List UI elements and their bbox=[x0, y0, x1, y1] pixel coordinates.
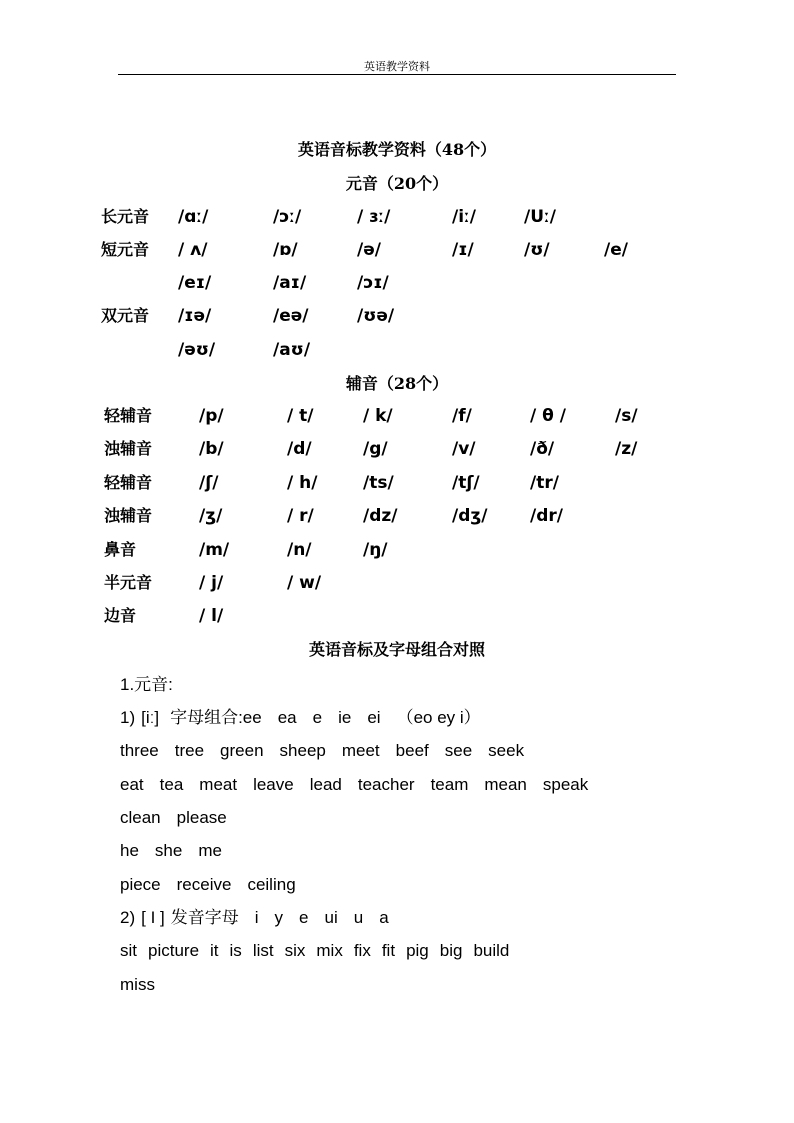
phonetic-symbol: /g/ bbox=[363, 439, 388, 459]
phonetic-symbol: /ɑː/ bbox=[178, 207, 209, 227]
row-label: 轻辅音 bbox=[104, 406, 153, 425]
phonetic-symbol: / ʌ/ bbox=[178, 240, 208, 260]
phonetic-symbol: /aʊ/ bbox=[273, 340, 311, 360]
vowels-title: 元音（20个） bbox=[345, 174, 449, 193]
comparison-title: 英语音标及字母组合对照 bbox=[308, 640, 485, 659]
example-word: clean bbox=[120, 808, 161, 827]
extra-combos: （eo ey i） bbox=[396, 708, 481, 727]
word-line bbox=[120, 839, 238, 863]
item-2-heading bbox=[120, 906, 405, 930]
sound-letter: a bbox=[379, 908, 389, 927]
phonetic: [iː] bbox=[141, 708, 160, 727]
consonants-title: 辅音（28个） bbox=[345, 374, 449, 393]
phonetic-symbol: /dz/ bbox=[363, 506, 398, 526]
combo-label: 字母组合:ee bbox=[170, 708, 262, 727]
word-line bbox=[120, 973, 171, 997]
example-word: meet bbox=[341, 741, 380, 760]
row-label: 轻辅音 bbox=[104, 473, 153, 492]
example-word: six bbox=[284, 941, 306, 960]
consonant-row bbox=[0, 604, 794, 628]
example-word: teacher bbox=[357, 775, 415, 794]
example-word: miss bbox=[120, 975, 155, 994]
phonetic-symbol: /m/ bbox=[199, 540, 230, 560]
letter-combo: ea bbox=[277, 708, 297, 727]
example-word: beef bbox=[395, 741, 429, 760]
example-word: list bbox=[252, 941, 274, 960]
combo-label: 发音字母 bbox=[170, 908, 239, 927]
phonetic-symbol: /z/ bbox=[615, 439, 638, 459]
example-word: mix bbox=[316, 941, 343, 960]
example-word: seek bbox=[488, 741, 525, 760]
row-label: 半元音 bbox=[104, 573, 153, 592]
example-word: tree bbox=[174, 741, 205, 760]
example-word: receive bbox=[176, 875, 232, 894]
phonetic-symbol: / j/ bbox=[199, 573, 224, 593]
word-line bbox=[120, 773, 604, 797]
vowel-row-diphthong-b bbox=[0, 304, 794, 328]
phonetic-symbol: /tr/ bbox=[530, 473, 559, 493]
letter-combo: ie bbox=[338, 708, 352, 727]
example-word: big bbox=[439, 941, 463, 960]
phonetic-symbol: /ŋ/ bbox=[363, 540, 388, 560]
phonetic-symbol: /ʃ/ bbox=[199, 473, 219, 493]
phonetic-symbol: /n/ bbox=[287, 540, 312, 560]
example-word: green bbox=[220, 741, 264, 760]
phonetic-symbol: /ɒ/ bbox=[273, 240, 298, 260]
phonetic-symbol: /ts/ bbox=[363, 473, 394, 493]
consonant-row bbox=[0, 538, 794, 562]
phonetic-symbol: / r/ bbox=[287, 506, 314, 526]
consonant-row bbox=[0, 571, 794, 595]
consonant-row bbox=[0, 437, 794, 461]
phonetic-symbol: /ɔɪ/ bbox=[357, 273, 389, 293]
example-word: meat bbox=[199, 775, 238, 794]
example-word: me bbox=[198, 841, 222, 860]
example-word: sheep bbox=[279, 741, 326, 760]
sound-letter: y bbox=[274, 908, 284, 927]
vowel-row-long bbox=[0, 205, 794, 229]
row-label: 短元音 bbox=[101, 240, 150, 259]
phonetic-symbol: / θ / bbox=[530, 406, 566, 426]
example-word: sit bbox=[120, 941, 137, 960]
phonetic-symbol: / ɜː/ bbox=[357, 207, 391, 227]
example-word: tea bbox=[159, 775, 184, 794]
phonetic-symbol: /eə/ bbox=[273, 306, 309, 326]
phonetic-symbol: /e/ bbox=[604, 240, 628, 260]
word-line bbox=[120, 806, 243, 830]
example-word: please bbox=[176, 808, 227, 827]
phonetic-symbol: /ɔː/ bbox=[273, 207, 302, 227]
phonetic-symbol: /iː/ bbox=[452, 207, 476, 227]
letter-combo: ei bbox=[367, 708, 381, 727]
example-word: three bbox=[120, 741, 159, 760]
example-word: piece bbox=[120, 875, 161, 894]
phonetic-symbol: /p/ bbox=[199, 406, 224, 426]
phonetic-symbol: /dʒ/ bbox=[452, 506, 488, 526]
phonetic-symbol: /Uː/ bbox=[524, 207, 556, 227]
consonant-row bbox=[0, 404, 794, 428]
letter-combo: e bbox=[312, 708, 323, 727]
example-word: see bbox=[444, 741, 473, 760]
item-number: 2) bbox=[120, 908, 136, 927]
consonant-row bbox=[0, 504, 794, 528]
phonetic-symbol: /aɪ/ bbox=[273, 273, 307, 293]
vowel-row-diphthong-a bbox=[0, 271, 794, 295]
vowel-row-diphthong-c bbox=[0, 338, 794, 362]
example-word: pig bbox=[406, 941, 429, 960]
phonetic-symbol: /ə/ bbox=[357, 240, 381, 260]
phonetic-symbol: /d/ bbox=[287, 439, 312, 459]
sound-letter: u bbox=[353, 908, 364, 927]
row-label: 鼻音 bbox=[104, 540, 137, 559]
phonetic-symbol: / l/ bbox=[199, 606, 224, 626]
phonetic-symbol: / h/ bbox=[287, 473, 318, 493]
example-word: it bbox=[210, 941, 219, 960]
phonetic: [ I ] bbox=[141, 908, 165, 927]
phonetic-symbol: /ɪə/ bbox=[178, 306, 212, 326]
vowel-row-short bbox=[0, 238, 794, 262]
example-word: picture bbox=[148, 941, 200, 960]
phonetic-symbol: / k/ bbox=[363, 406, 393, 426]
phonetic-symbol: /dr/ bbox=[530, 506, 563, 526]
row-label: 浊辅音 bbox=[104, 439, 153, 458]
row-label: 双元音 bbox=[101, 306, 150, 325]
phonetic-symbol: /ʒ/ bbox=[199, 506, 223, 526]
row-label: 长元音 bbox=[101, 207, 150, 226]
example-word: eat bbox=[120, 775, 144, 794]
phonetic-symbol: /f/ bbox=[452, 406, 472, 426]
example-word: fix bbox=[353, 941, 371, 960]
phonetic-symbol: /ʊ/ bbox=[524, 240, 550, 260]
phonetic-symbol: /s/ bbox=[615, 406, 638, 426]
phonetic-symbol: /əʊ/ bbox=[178, 340, 216, 360]
word-line bbox=[120, 739, 540, 763]
phonetic-symbol: /eɪ/ bbox=[178, 273, 212, 293]
phonetic-symbol: /ð/ bbox=[530, 439, 555, 459]
row-label: 边音 bbox=[104, 606, 137, 625]
item-number: 1) bbox=[120, 708, 136, 727]
consonant-row bbox=[0, 471, 794, 495]
example-word: is bbox=[229, 941, 242, 960]
example-word: lead bbox=[309, 775, 342, 794]
example-word: leave bbox=[253, 775, 294, 794]
phonetic-symbol: /tʃ/ bbox=[452, 473, 480, 493]
row-label: 浊辅音 bbox=[104, 506, 153, 525]
word-line bbox=[120, 873, 312, 897]
example-word: mean bbox=[484, 775, 527, 794]
example-word: she bbox=[154, 841, 183, 860]
phonetic-symbol: /b/ bbox=[199, 439, 224, 459]
example-word: ceiling bbox=[247, 875, 296, 894]
example-word: he bbox=[120, 841, 139, 860]
item-1-heading bbox=[120, 706, 497, 730]
sound-letter: i bbox=[254, 908, 259, 927]
sound-letter: e bbox=[299, 908, 309, 927]
example-word: team bbox=[430, 775, 469, 794]
example-word: build bbox=[473, 941, 510, 960]
phonetic-symbol: / t/ bbox=[287, 406, 314, 426]
phonetic-symbol: / w/ bbox=[287, 573, 322, 593]
page-header: 英语教学资料 bbox=[364, 60, 430, 73]
main-title: 英语音标教学资料（48个） bbox=[297, 140, 497, 159]
example-word: speak bbox=[542, 775, 589, 794]
phonetic-symbol: /ɪ/ bbox=[452, 240, 474, 260]
sound-letter: ui bbox=[324, 908, 338, 927]
section-heading: 1.元音: bbox=[120, 675, 173, 694]
word-line bbox=[120, 939, 520, 963]
phonetic-symbol: /ʊə/ bbox=[357, 306, 395, 326]
phonetic-symbol: /v/ bbox=[452, 439, 476, 459]
header-rule bbox=[118, 74, 676, 75]
example-word: fit bbox=[381, 941, 396, 960]
